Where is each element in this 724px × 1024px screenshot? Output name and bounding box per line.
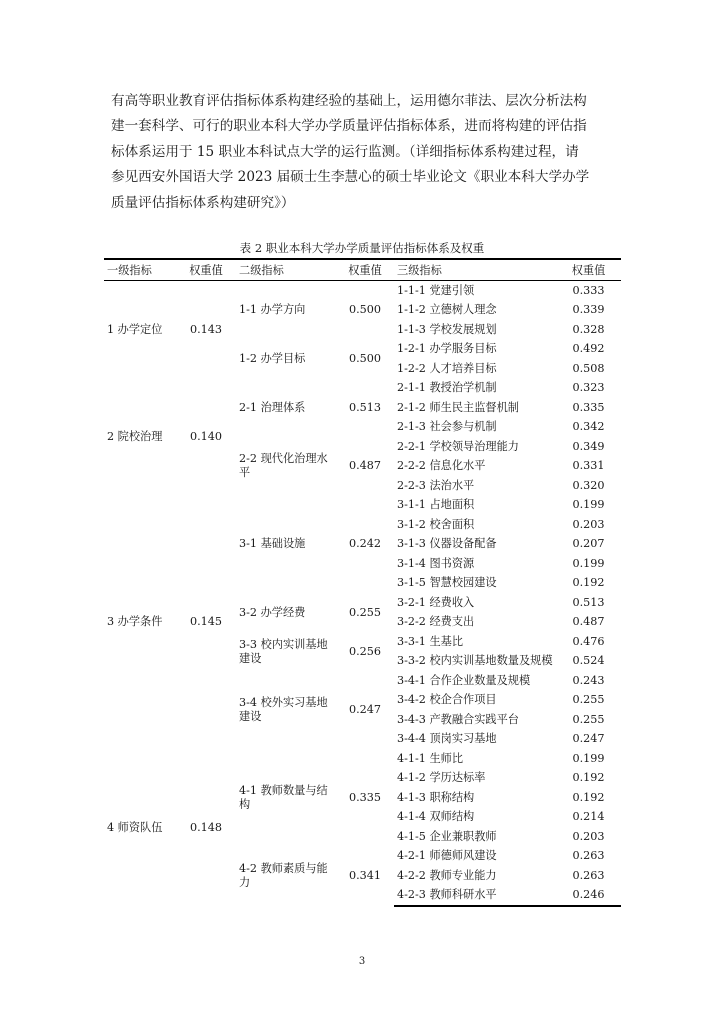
- l2-weight-cell: 0.487: [348, 459, 382, 473]
- l3-weight-cell: 0.207: [572, 537, 605, 551]
- l3-weight-cell: 0.524: [572, 654, 605, 668]
- l3-weight-cell: 0.492: [572, 342, 605, 356]
- l3-name-cell: 2-2-3 法治水平: [397, 478, 475, 492]
- l2-weight-cell: 0.513: [348, 400, 382, 414]
- l3-name-cell: 3-2-1 经费收入: [397, 595, 475, 609]
- l3-weight-cell: 0.214: [572, 810, 605, 824]
- l3-name-cell: 3-4-3 产教融合实践平台: [397, 712, 519, 726]
- l3-name-cell: 1-1-2 立德树人理念: [397, 303, 497, 317]
- l3-weight-cell: 0.243: [572, 673, 605, 687]
- l3-name-cell: 3-4-4 顶岗实习基地: [397, 732, 497, 746]
- l3-name-cell: 3-3-1 生基比: [397, 634, 464, 648]
- l1-name-cell: 4 师资队伍: [107, 820, 163, 834]
- l3-name-cell: 4-2-3 教师科研水平: [394, 886, 556, 907]
- l3-name-cell: 1-1-1 党建引领: [397, 283, 475, 297]
- l3-name-cell: 1-2-2 人才培养目标: [397, 361, 497, 375]
- l3-name-cell: 1-2-1 办学服务目标: [397, 342, 497, 356]
- l2-name-cell: 4-2 教师素质与能力: [239, 862, 328, 890]
- para-line: 质量评估指标体系构建研究》）: [111, 194, 295, 211]
- l2-name-cell: 3-1 基础设施: [239, 537, 306, 551]
- l3-name-cell: 3-4-1 合作企业数量及规模: [397, 673, 531, 687]
- table-caption: 表 2 职业本科大学办学质量评估指标体系及权重: [239, 241, 485, 255]
- l3-name-cell: 2-1-1 教授治学机制: [397, 381, 497, 395]
- table-row: [104, 379, 621, 399]
- table-row: [104, 281, 621, 301]
- l3-weight-cell: 0.199: [572, 498, 605, 512]
- l2-weight-cell: 0.500: [348, 352, 382, 365]
- l3-weight-cell: 0.331: [572, 459, 605, 473]
- l3-name-cell: 3-3-2 校内实训基地数量及规模: [397, 654, 553, 668]
- l3-weight-cell: 0.508: [572, 361, 605, 375]
- l2-weight-cell: 0.256: [348, 644, 382, 658]
- l3-weight-cell: 0.513: [572, 595, 605, 609]
- l3-weight-cell: 0.320: [572, 478, 605, 492]
- l3-weight-cell: 0.255: [572, 693, 605, 707]
- l3-weight-cell: 0.247: [572, 732, 605, 746]
- para-line: 参见西安外国语大学 2023 届硕士生李慧心的硕士毕业论文《职业本科大学办学: [111, 169, 590, 186]
- l1-name-cell: 1 办学定位: [107, 322, 163, 336]
- l3-name-cell: 4-1-2 学历达标率: [397, 771, 486, 785]
- l3-weight-cell: 0.323: [572, 381, 605, 395]
- l3-name-cell: 2-1-3 社会参与机制: [397, 420, 497, 434]
- l3-name-cell: 4-1-1 生师比: [397, 751, 464, 765]
- l3-weight-cell: 0.342: [572, 420, 605, 434]
- l2-name-cell: 2-2 现代化治理水平: [239, 452, 328, 480]
- l3-weight-cell: 0.328: [572, 322, 605, 336]
- header-l2: 二级指标: [236, 259, 336, 281]
- l3-name-cell: 4-1-4 双师结构: [397, 810, 475, 824]
- l2-name-cell: 3-4 校外实习基地建设: [239, 696, 328, 723]
- l2-name-cell: 1-2 办学目标: [239, 352, 306, 365]
- l1-weight-cell: 0.148: [189, 820, 223, 834]
- l3-weight-cell: 0.476: [572, 634, 605, 648]
- l1-weight-cell: 0.143: [189, 322, 223, 336]
- l3-weight-cell: 0.192: [572, 790, 605, 804]
- l1-weight-cell: 0.145: [189, 615, 223, 629]
- l3-weight-cell: 0.349: [572, 439, 605, 453]
- header-l1: 一级指标: [104, 259, 176, 281]
- para-line: 标体系运用于 15 职业本科试点大学的运行监测。（详细指标体系构建过程，请: [111, 143, 579, 160]
- l2-weight-cell: 0.335: [348, 790, 382, 804]
- l3-name-cell: 4-1-5 企业兼职教师: [397, 829, 497, 843]
- l2-weight-cell: 0.247: [348, 703, 382, 716]
- l3-weight-cell: 0.263: [572, 849, 605, 863]
- l3-weight-cell: 0.203: [572, 829, 605, 843]
- l3-name-cell: 3-2-2 经费支出: [397, 615, 475, 629]
- l1-name-cell: 2 院校治理: [107, 430, 163, 443]
- l2-weight-cell: 0.341: [348, 869, 382, 883]
- l3-weight-cell: 0.192: [572, 576, 605, 590]
- page-number: 3: [358, 956, 366, 967]
- l1-weight-cell: 0.140: [189, 430, 223, 443]
- l3-name-cell: 4-1-3 职称结构: [397, 790, 475, 804]
- l3-weight-cell: 0.263: [572, 868, 605, 882]
- l3-name-cell: 3-1-3 仪器设备配备: [397, 537, 497, 551]
- l3-name-cell: 2-2-1 学校领导治理能力: [397, 439, 519, 453]
- table-row: [104, 496, 621, 516]
- header-weight-2: 权重值: [336, 259, 394, 281]
- header-weight-1: 权重值: [176, 259, 236, 281]
- l2-weight-cell: 0.242: [348, 537, 382, 551]
- l3-weight-cell: 0.333: [572, 283, 605, 297]
- l2-name-cell: 4-1 教师数量与结构: [239, 783, 328, 811]
- l2-name-cell: 1-1 办学方向: [239, 303, 306, 317]
- l3-weight-cell: 0.487: [572, 615, 605, 629]
- para-line: 建一套科学、可行的职业本科大学办学质量评估指标体系，进而将构建的评估指: [111, 118, 587, 135]
- header-l3: 三级指标: [394, 259, 556, 281]
- table-row: [104, 749, 621, 769]
- l2-name-cell: 3-3 校内实训基地建设: [239, 637, 328, 665]
- l3-weight-cell: 0.335: [572, 400, 605, 414]
- l1-name-cell: 3 办学条件: [107, 615, 163, 629]
- l3-weight-cell: 0.192: [572, 771, 605, 785]
- l2-weight-cell: 0.255: [348, 605, 382, 619]
- l3-name-cell: 2-2-2 信息化水平: [397, 459, 486, 473]
- l3-name-cell: 3-1-1 占地面积: [397, 498, 475, 512]
- l3-name-cell: 3-1-2 校舍面积: [397, 517, 475, 531]
- l2-name-cell: 3-2 办学经费: [239, 605, 306, 619]
- l3-weight-cell: 0.199: [572, 751, 605, 765]
- l3-name-cell: 4-2-2 教师专业能力: [397, 868, 497, 882]
- l2-weight-cell: 0.500: [348, 303, 382, 317]
- header-weight-3: 权重值: [556, 259, 621, 281]
- l3-weight-cell: 0.255: [572, 712, 605, 726]
- l3-name-cell: 3-4-2 校企合作项目: [397, 693, 497, 707]
- l3-name-cell: 3-1-5 智慧校园建设: [397, 576, 497, 590]
- table-body: [104, 281, 621, 907]
- l3-weight-cell: 0.199: [572, 556, 605, 570]
- intro-paragraph: [111, 89, 616, 216]
- indicator-table: [104, 258, 621, 907]
- l3-weight-cell: 0.246: [556, 886, 621, 907]
- para-line: 有高等职业教育评估指标体系构建经验的基础上，运用德尔菲法、层次分析法构: [111, 93, 587, 109]
- l3-name-cell: 2-1-2 师生民主监督机制: [397, 400, 519, 414]
- l3-name-cell: 3-1-4 图书资源: [397, 556, 475, 570]
- table-header-row: [104, 259, 621, 281]
- l3-weight-cell: 0.203: [572, 517, 605, 531]
- l3-weight-cell: 0.339: [572, 303, 605, 317]
- l3-name-cell: 1-1-3 学校发展规划: [397, 322, 497, 336]
- l2-name-cell: 2-1 治理体系: [239, 400, 306, 414]
- l3-name-cell: 4-2-1 师德师风建设: [397, 849, 497, 863]
